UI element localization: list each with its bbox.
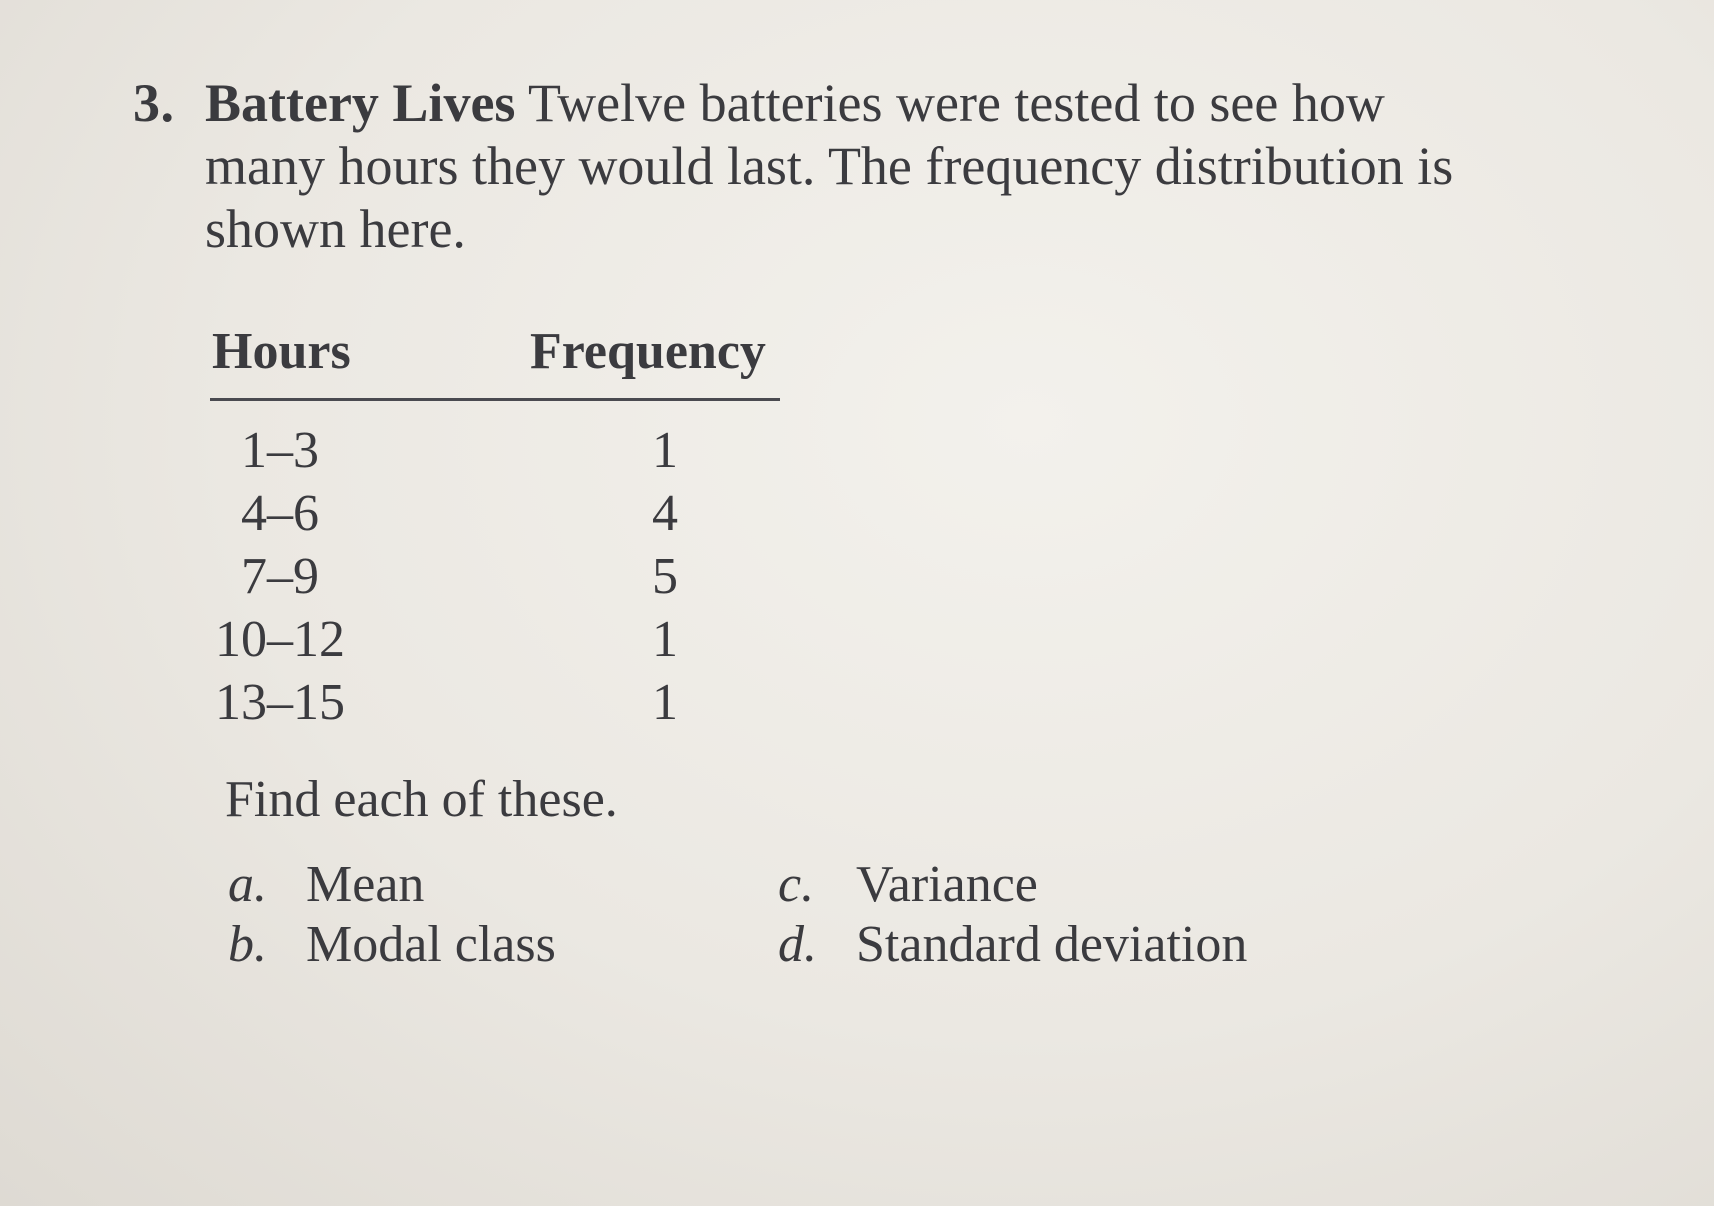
table-row: [210, 476, 780, 542]
option-label: Modal class: [306, 916, 556, 973]
option-variance: [778, 855, 1038, 914]
option-mean: [228, 855, 424, 914]
problem-body: Twelve batteries were tested to see how many hours they would last. The frequency distribution is shown here.: [205, 73, 1454, 259]
table-header: [210, 322, 780, 401]
option-letter: c.: [778, 856, 815, 913]
cell-hours: 4–6: [241, 485, 319, 542]
cell-frequency: 1: [652, 422, 678, 479]
cell-frequency: 4: [652, 485, 678, 542]
table-row: [210, 665, 780, 731]
table-row: [210, 413, 780, 479]
option-letter: a.: [228, 856, 267, 913]
option-standard-deviation: [778, 915, 1247, 974]
table-body: [210, 401, 780, 731]
frequency-table: [210, 322, 780, 731]
cell-frequency: 1: [652, 674, 678, 731]
problem-statement: [205, 72, 1465, 261]
option-label: Mean: [306, 856, 425, 913]
instruction-text: Find each of these.: [225, 771, 618, 828]
problem-number: 3.: [133, 73, 175, 133]
cell-hours: 7–9: [241, 548, 319, 605]
cell-frequency: 5: [652, 548, 678, 605]
header-frequency: Frequency: [530, 323, 766, 380]
problem-title: Battery Lives: [205, 73, 516, 133]
cell-hours: 13–15: [215, 674, 345, 731]
table-row: [210, 602, 780, 668]
table-row: [210, 539, 780, 605]
option-modal-class: [228, 915, 556, 974]
option-label: Standard deviation: [856, 916, 1248, 973]
header-hours: Hours: [212, 323, 351, 380]
option-letter: b.: [228, 916, 267, 973]
cell-frequency: 1: [652, 611, 678, 668]
option-label: Variance: [856, 856, 1038, 913]
option-letter: d.: [778, 916, 817, 973]
cell-hours: 1–3: [241, 422, 319, 479]
cell-hours: 10–12: [215, 611, 345, 668]
